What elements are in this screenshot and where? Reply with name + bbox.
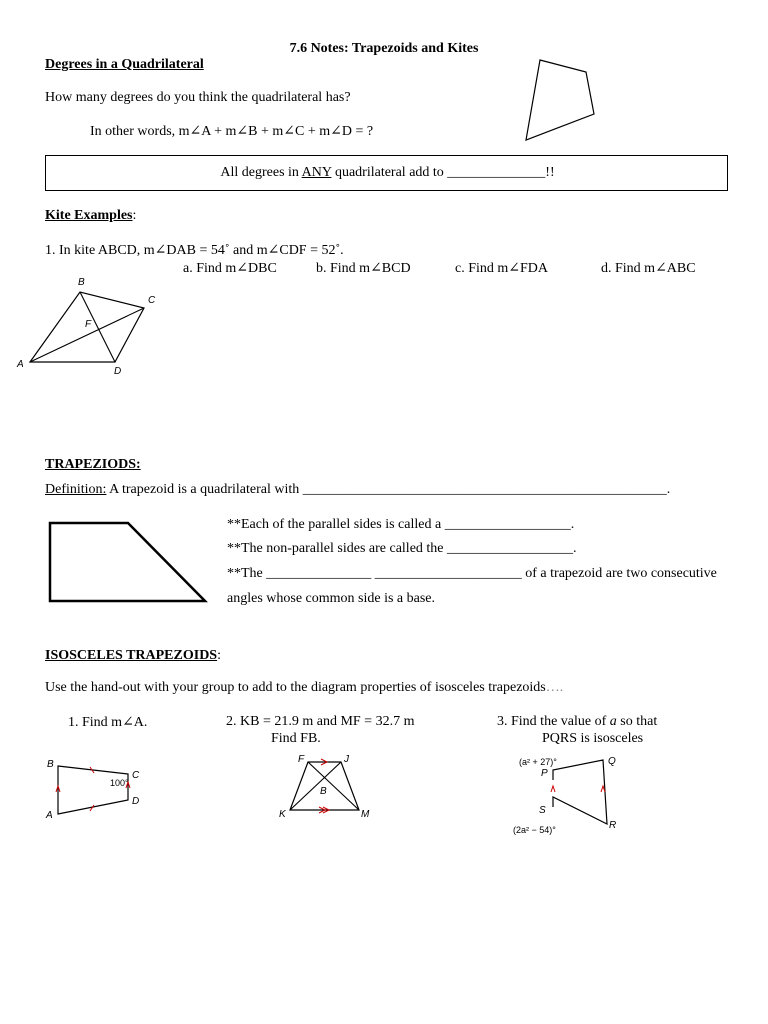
trapezoid-definition <box>45 482 670 498</box>
fig2-label-m: M <box>361 809 370 820</box>
iso-problem-2-line-1: 2. KB = 21.9 m and MF = 32.7 m <box>226 714 415 729</box>
fig1-label-c: C <box>132 770 140 781</box>
fig2-label-j: J <box>344 754 349 765</box>
box-text-post: quadrilateral add to ______________!! <box>331 165 555 180</box>
trapezoid-base-angles-line: **The _______________ _____________________ of a trapezoid are two consecutive <box>227 566 717 581</box>
page-title: 7.6 Notes: Trapezoids and Kites <box>289 41 479 56</box>
degrees-question: How many degrees do you think the quadrilateral has? <box>45 90 351 105</box>
isosceles-intro-dots: …. <box>545 680 564 695</box>
angle-sum-equation: In other words, m∠A + m∠B + m∠C + m∠D = ? <box>90 124 374 139</box>
isosceles-heading-colon: : <box>217 648 221 663</box>
angle-sum-statement <box>46 165 729 181</box>
fig1-label-a: A <box>46 810 53 821</box>
fig2-label-b: B <box>320 786 327 797</box>
fig1-label-b: B <box>47 759 54 770</box>
iso-figure-3 <box>505 752 635 840</box>
definition-label: Definition: <box>45 482 107 497</box>
fig3-label-p: P <box>541 768 548 779</box>
iso-problem-2-line-2: Find FB. <box>271 731 321 746</box>
definition-text: A trapezoid is a quadrilateral with ____________________________________________________. <box>106 482 671 497</box>
kite-label-a: A <box>17 359 24 370</box>
trapezoid-bases-line: **Each of the parallel sides is called a __________________. <box>227 517 575 532</box>
fig3-label-s: S <box>539 805 546 816</box>
fig1-angle-label: 100° <box>110 778 129 788</box>
iso-problem-3-line-2: PQRS is isosceles <box>542 731 644 746</box>
isosceles-intro <box>45 680 563 696</box>
kite-heading-colon: : <box>132 208 137 223</box>
isosceles-heading <box>45 648 221 664</box>
section-heading-degrees: Degrees in a Quadrilateral <box>45 57 204 72</box>
iso-problem-1: 1. Find m∠A. <box>68 715 148 730</box>
kite-heading-label: Kite Examples <box>45 208 133 223</box>
fig2-label-k: K <box>279 809 286 820</box>
kite-part-a: a. Find m∠DBC <box>183 261 277 276</box>
fig2-label-f: F <box>298 754 305 765</box>
isosceles-heading-label: ISOSCELES TRAPEZOIDS <box>45 648 218 663</box>
fig3-bottom-expression: (2a² − 54)° <box>513 825 556 835</box>
kite-label-c: C <box>148 295 156 306</box>
quadrilateral-figure <box>520 55 600 145</box>
kite-part-b: b. Find m∠BCD <box>316 261 411 276</box>
trapezoid-base-angles-line-2: angles whose common side is a base. <box>227 591 436 606</box>
fig3-top-expression: (a² + 27)° <box>519 757 557 767</box>
kite-label-b: B <box>78 277 85 288</box>
kite-problem: 1. In kite ABCD, m∠DAB = 54˚ and m∠CDF = 52˚. <box>45 243 344 258</box>
fig3-label-q: Q <box>608 756 616 767</box>
trapezoid-figure <box>45 518 210 608</box>
kite-part-d: d. Find m∠ABC <box>601 261 696 276</box>
kite-heading <box>45 208 136 224</box>
kite-figure <box>0 270 180 380</box>
fig1-label-d: D <box>132 796 140 807</box>
iso-problem-3-line-1: 3. Find the value of a so that <box>497 714 658 729</box>
angle-sum-box <box>45 155 728 191</box>
box-text-pre: All degrees in <box>220 165 302 180</box>
kite-part-c: c. Find m∠FDA <box>455 261 549 276</box>
trapezoid-legs-line: **The non-parallel sides are called the __________________. <box>227 541 577 556</box>
iso-figure-2 <box>275 752 385 824</box>
isosceles-intro-text: Use the hand-out with your group to add to the diagram properties of isosceles trapezoids <box>45 680 546 695</box>
fig3-label-r: R <box>609 820 617 831</box>
box-text-any: ANY <box>301 165 332 180</box>
kite-label-f: F <box>85 319 92 330</box>
trapezoids-heading: TRAPEZIODS: <box>45 457 141 472</box>
kite-label-d: D <box>114 366 122 377</box>
iso-figure-1 <box>40 752 150 824</box>
